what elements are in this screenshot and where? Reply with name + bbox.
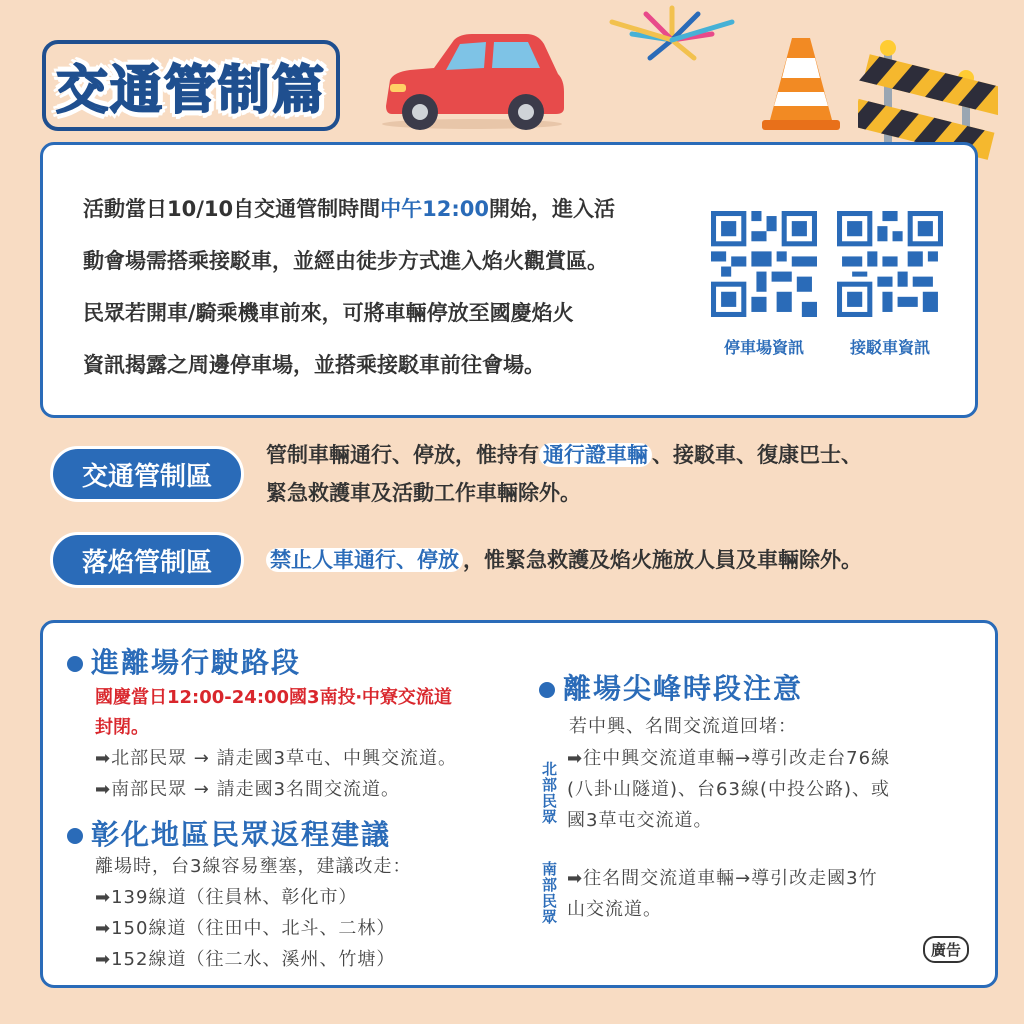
- bullet-icon: [539, 682, 555, 698]
- qr-code-icon[interactable]: [711, 211, 817, 317]
- north-peak-line-3: 國3草屯交流道。: [567, 810, 713, 831]
- closure-notice-line-1: 國慶當日12:00-24:00國3南投‧中寮交流道: [95, 687, 452, 708]
- route-title-text: 進離場行駛路段: [91, 646, 302, 679]
- south-residents-label: 南部民眾: [540, 861, 558, 925]
- north-direction: ➡北部民眾 → 請走國3草屯、中興交流道。: [95, 748, 458, 769]
- intro-time-highlight: 中午12:00: [380, 197, 489, 221]
- north-peak-line-1: ➡往中興交流道車輛→導引改走台76線: [567, 748, 891, 769]
- intro-line-1: [83, 183, 703, 235]
- route-section-title: [67, 641, 301, 681]
- intro-line-4: 資訊揭露之周邊停車場，並搭乘接駁車前往會場。: [83, 353, 545, 377]
- intro-line-3: 民眾若開車/騎乘機車前來，可將車輛停放至國慶焰火: [83, 301, 574, 325]
- peak-intro: 若中興、名間交流道回堵：: [569, 716, 797, 737]
- intro-line-1-b: 開始，進入活: [488, 197, 615, 221]
- parking-info-label: 停車場資訊: [723, 338, 804, 357]
- no-entry-highlight: 禁止人車通行、停放: [266, 548, 463, 572]
- south-direction: ➡南部民眾 → 請走國3名間交流道。: [95, 779, 401, 800]
- north-peak-directions: [567, 743, 890, 836]
- fallout-control-zone-label: 落焰管制區: [50, 532, 244, 588]
- bullet-icon: [67, 828, 83, 844]
- qr-code-icon[interactable]: [837, 211, 943, 317]
- north-residents-label: 北部民眾: [540, 761, 558, 825]
- zone-0-text-b: 、接駁車、復康巴士、: [652, 443, 862, 467]
- zone-0-text-c: 緊急救護車及活動工作車輛除外。: [266, 481, 581, 505]
- list-item: ➡150線道（往田中、北斗、二林）: [95, 918, 396, 939]
- south-peak-line-2: 山交流道。: [567, 899, 662, 920]
- route-panel: [40, 620, 998, 988]
- south-peak-directions: [567, 863, 878, 925]
- changhua-section-title: [67, 813, 391, 853]
- traffic-cone-icon: [758, 34, 844, 134]
- traffic-control-zone-text: [266, 436, 862, 512]
- shuttle-info-label: 接駁車資訊: [849, 338, 930, 357]
- changhua-intro: 離場時，台3線容易壅塞，建議改走：: [95, 856, 412, 877]
- ad-badge: 廣告: [923, 936, 969, 963]
- south-peak-line-1: ➡往名間交流道車輛→導引改走國3竹: [567, 868, 878, 889]
- parking-qr-block[interactable]: [711, 211, 817, 358]
- peak-title-text: 離場尖峰時段注意: [563, 672, 804, 705]
- traffic-control-zone-label: 交通管制區: [50, 446, 244, 502]
- route-directions: [95, 743, 457, 805]
- page-title-wrap: [42, 40, 340, 131]
- zone-1-text-b: ，惟緊急救護及焰火施放人員及車輛除外。: [463, 548, 862, 572]
- peak-section-title: [539, 667, 803, 707]
- list-item: ➡139線道（往員林、彰化市）: [95, 887, 358, 908]
- fireworks-icon: [592, 0, 752, 70]
- permit-vehicle-highlight: 通行證車輛: [539, 443, 652, 467]
- car-icon: [376, 28, 568, 132]
- changhua-suggestions: [95, 851, 411, 975]
- intro-text: [83, 183, 703, 391]
- changhua-title-text: 彰化地區民眾返程建議: [91, 818, 392, 851]
- zone-0-text-a: 管制車輛通行、停放，惟持有: [266, 443, 539, 467]
- intro-line-1-a: 活動當日10/10自交通管制時間: [83, 197, 381, 221]
- north-peak-line-2: (八卦山隧道)、台63線(中投公路)、或: [567, 779, 890, 800]
- closure-notice-line-2: 封閉。: [95, 717, 149, 738]
- fallout-control-zone-text: [266, 541, 862, 579]
- page-title: 交通管制篇: [42, 40, 340, 131]
- bullet-icon: [67, 656, 83, 672]
- shuttle-qr-block[interactable]: [837, 211, 943, 358]
- intro-line-2: 動會場需搭乘接駁車，並經由徒步方式進入焰火觀賞區。: [83, 249, 608, 273]
- closure-notice: [95, 683, 452, 743]
- list-item: ➡152線道（往二水、溪州、竹塘）: [95, 949, 396, 970]
- intro-panel: [40, 142, 978, 418]
